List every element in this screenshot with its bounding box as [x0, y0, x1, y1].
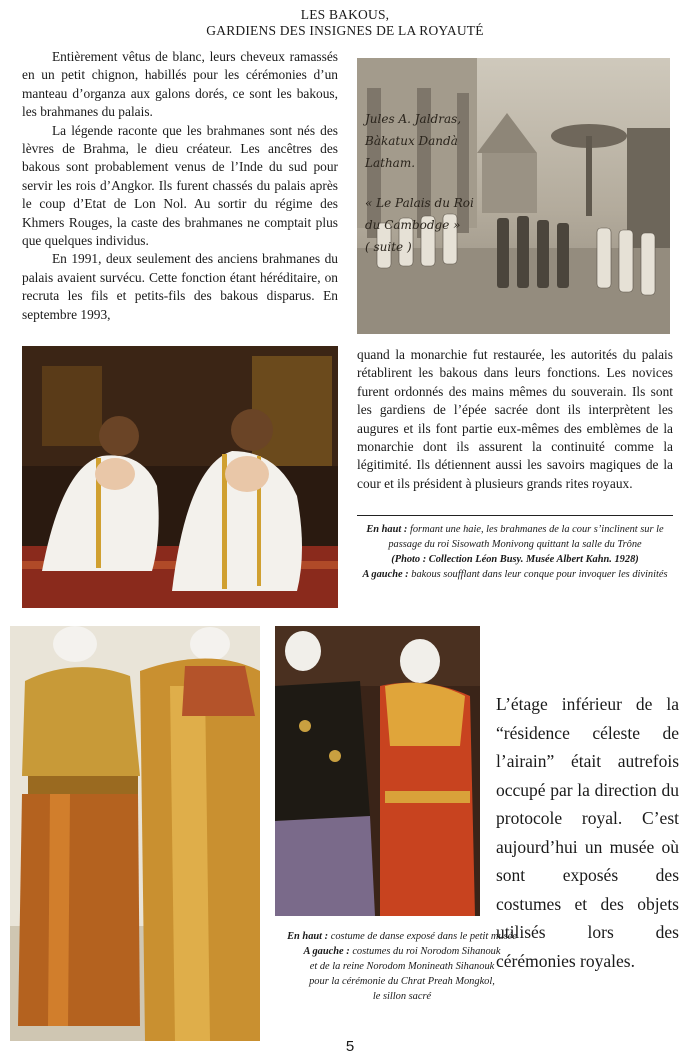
photo-credit: (Photo : Collection Léon Busy. Musée Albert Kahn. 1928) — [391, 554, 639, 565]
caption-top-section — [357, 522, 673, 582]
paragraph-2: La légende raconte que les brahmanes sont nés des lèvres de Brahma, le dieu créateur. Les ancêtres des bakous sont probablement venus de l’Inde du sud pour servir les rois d’Angkor. Ils furent chassés du palais après le coup d’Etat de Lon Nol. Au sortir du régime des Khmers Rouges, la caste des brahmanes ne comptait plus que quelques individus. — [22, 122, 338, 249]
paragraph-1: Entièrement vêtus de blanc, leurs cheveux ramassés en un petit chignon, habillés pour les cérémonies d’un manteau d’organza aux galons dorés, ce sont les bakous, les brahmanes du palais. — [22, 49, 338, 120]
handwriting-line: Jules A. Jaldras, — [365, 112, 462, 126]
caption-text: costumes du roi Norodom Sihanouk — [352, 946, 501, 957]
handwritten-annotation — [365, 108, 495, 258]
handwriting-line: Bàkatux Dandà — [365, 134, 458, 148]
paragraph-3: En 1991, deux seulement des anciens brahmanes du palais avaient survécu. Cette fonction étant héréditaire, on recruta les fils et petits-fils des bakous disparus. En septembre 1993, — [22, 251, 338, 322]
caption-label: A gauche : — [362, 569, 409, 580]
caption-bottom-section — [262, 929, 542, 1004]
caption-text: le sillon sacré — [372, 991, 432, 1002]
caption-label: En haut : — [287, 931, 329, 942]
handwriting-line: du Cambodge » — [365, 218, 461, 232]
historic-palace-photo — [357, 58, 670, 334]
royal-costumes-photo — [10, 626, 260, 1041]
page-number: 5 — [345, 1038, 355, 1055]
caption-text: et de la reine Norodom Monineath Sihanouk — [309, 961, 495, 972]
handwriting-line: ( suite ) — [365, 240, 412, 254]
bakous-conch-photo — [22, 346, 338, 608]
museum-paragraph: L’étage inférieur de la “résidence céleste de l’airain” était autrefois occupé par la direction du protocole royal. C’est aujourd’hui un musée où sont exposés des costumes et des objets utilisés lors des cérémonies royales. — [496, 694, 679, 971]
caption-divider — [357, 515, 673, 516]
caption-label: A gauche : — [303, 946, 350, 957]
dance-costume-photo — [275, 626, 480, 916]
article-column-left — [22, 48, 338, 324]
article-column-right — [357, 346, 673, 493]
paragraph-4: quand la monarchie fut restaurée, les autorités du palais rétablirent les bakous dans leurs fonctions. Les novices furent ordonnés des mains mêmes du souverain. Ils sont les gardiens de l’épée sacrée dont ils interprètent les augures et ils font partie eux-mêmes des emblèmes de la monarchie dont ils assurent la continuité comme la légitimité. Ils détiennent aussi les savoirs magiques de la cour et ils président à plusieurs grands rites royaux. — [357, 347, 673, 491]
caption-label: En haut : — [366, 524, 408, 535]
caption-text: formant une haie, les brahmanes de la cour s’inclinent sur le passage du roi Sisowath Monivong quittant la salle du Trône — [388, 524, 664, 550]
caption-text: costume de danse exposé dans le petit musée — [330, 931, 517, 942]
page-title — [180, 7, 510, 39]
handwriting-line: « Le Palais du Roi — [365, 196, 474, 210]
handwriting-line: Latham. — [365, 156, 416, 170]
caption-text: bakous soufflant dans leur conque pour invoquer les divinités — [411, 569, 668, 580]
title-line-1: LES BAKOUS, — [300, 7, 390, 22]
title-line-2: GARDIENS DES INSIGNES DE LA ROYAUTÉ — [206, 23, 484, 38]
caption-text: pour la cérémonie du Chrat Preah Mongkol, — [309, 976, 495, 987]
